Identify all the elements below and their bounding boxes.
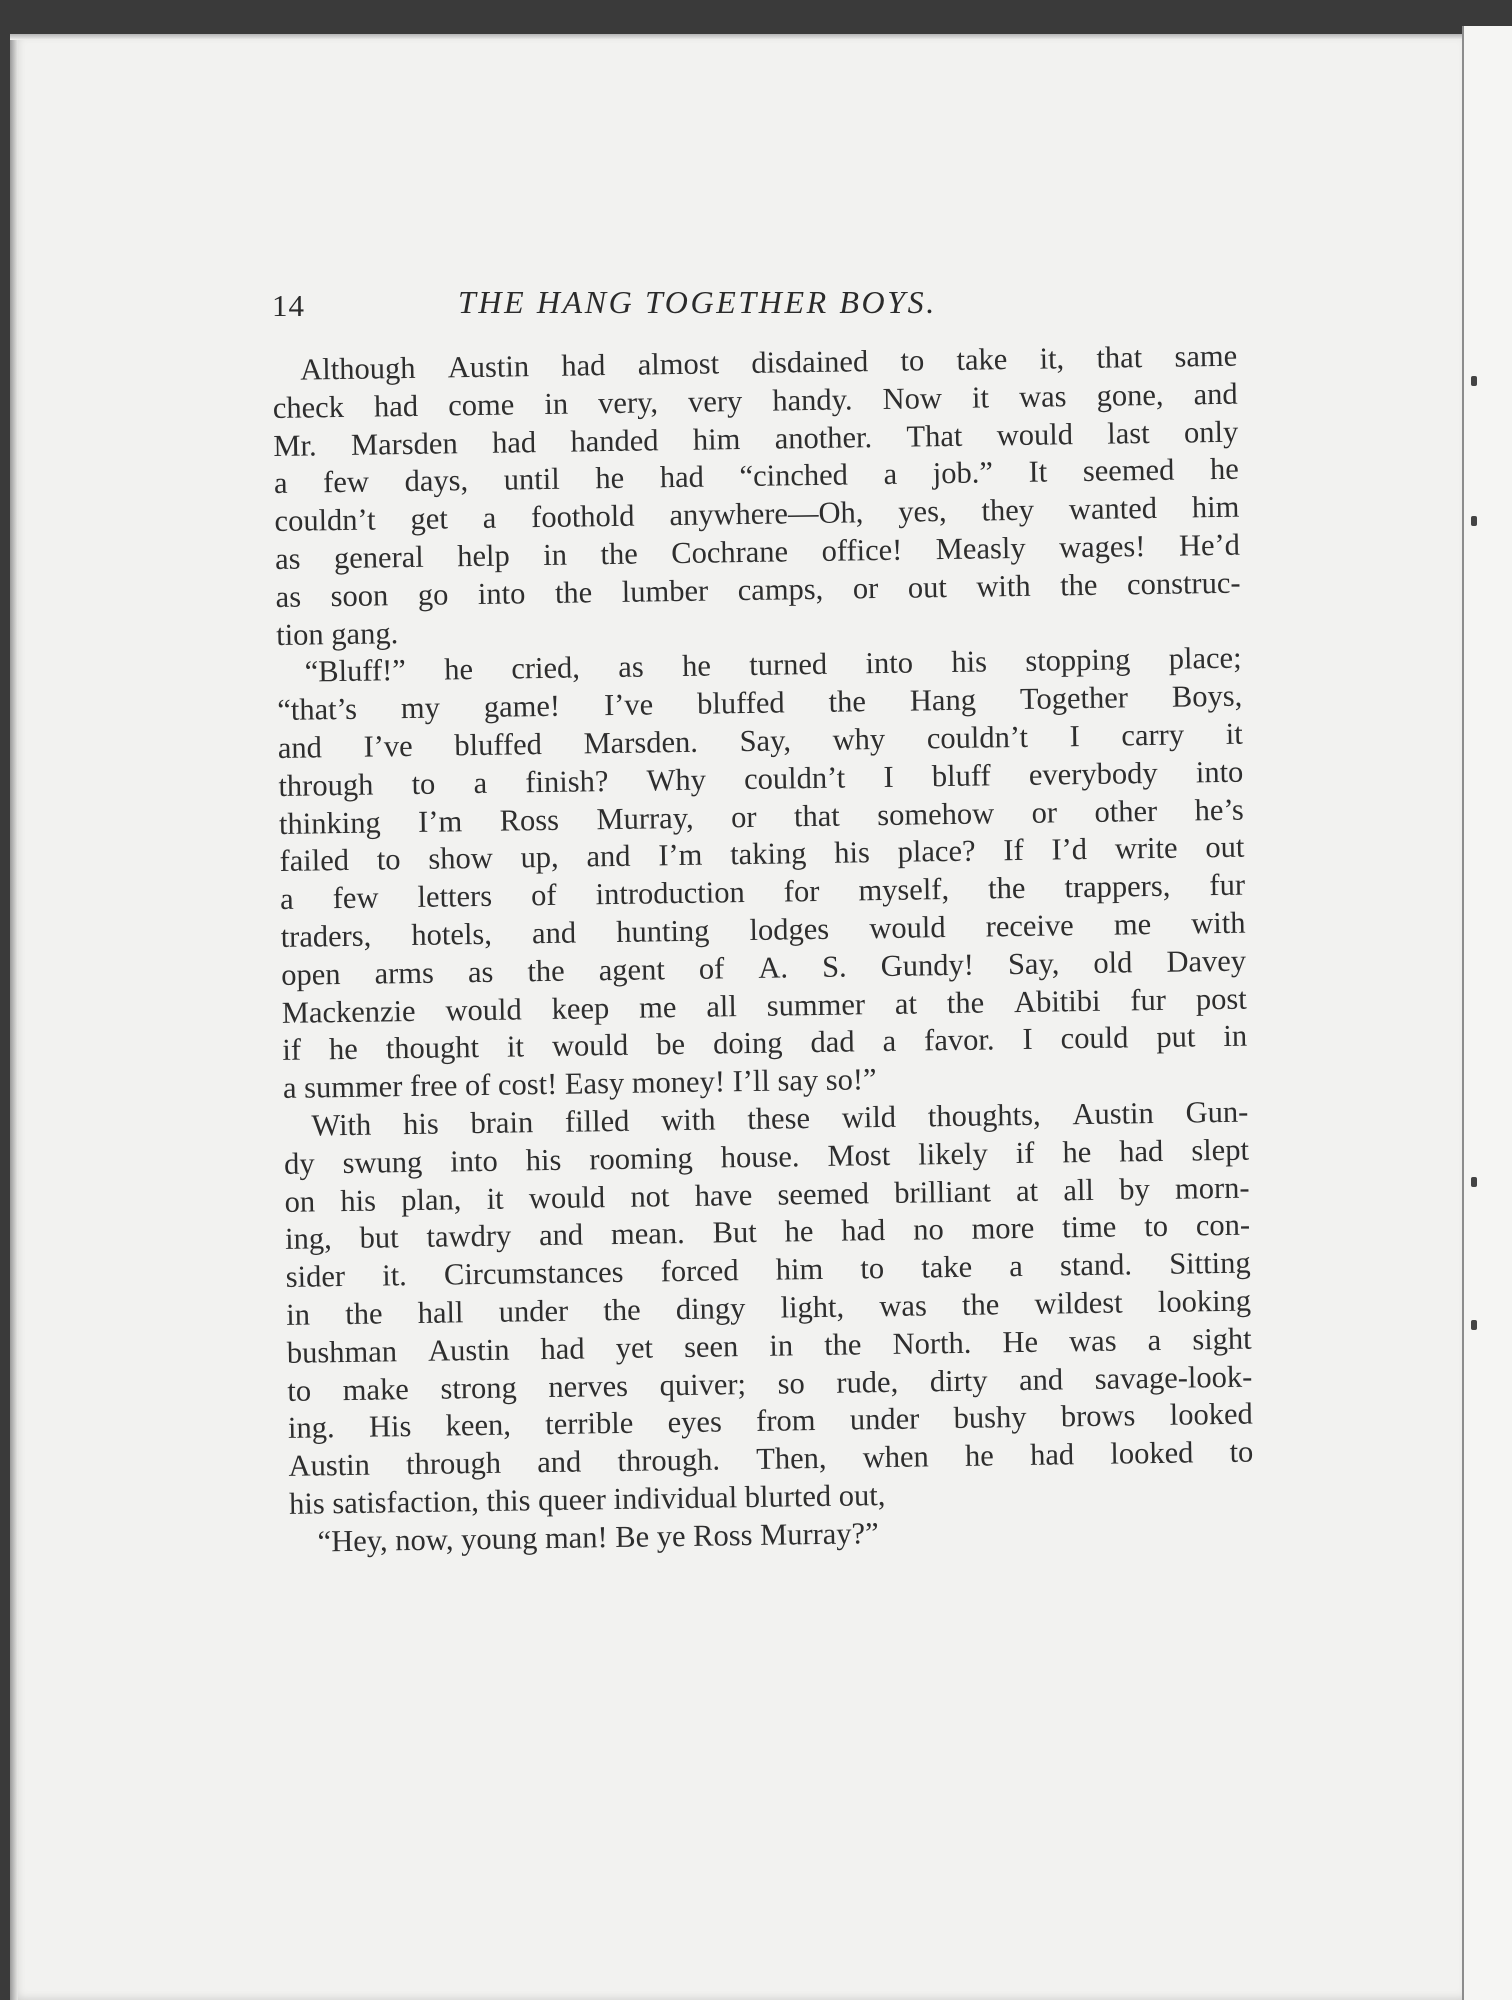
text-line: to make strong nerves quiver; so rude, dirty and savage-look- (287, 1359, 1253, 1408)
text-line: a summer free of cost! Easy money! I’ll say so!” (282, 1062, 877, 1106)
text-line: thinking I’m Ross Murray, or that somehow or other he’s (278, 792, 1245, 841)
text-line: ing, but tawdry and mean. But he had no more time to con- (284, 1207, 1251, 1257)
binding-mark (1471, 1177, 1477, 1187)
text-line: Although Austin had almost disdained to take it, that same (300, 338, 1238, 387)
text-line: tion gang. (275, 615, 399, 652)
binding-mark (1471, 376, 1477, 386)
text-line: as general help in the Cochrane office! Measly wages! He’d (274, 527, 1241, 576)
text-line: “Bluff!” he cried, as he turned into his stopping place; (304, 641, 1242, 689)
text-line: sider it. Circumstances forced him to take a stand. Sitting (285, 1245, 1251, 1295)
text-line: as soon go into the lumber camps, or out with the construc- (275, 565, 1241, 614)
body-text (272, 338, 1255, 1562)
text-line: a few days, until he had “cinched a job.” It seemed he (273, 452, 1240, 501)
page-header (272, 284, 1032, 328)
text-line: “Hey, now, young man! Be ye Ross Murray?” (317, 1515, 879, 1559)
text-line: ing. His keen, terrible eyes from under bushy brows looked (287, 1396, 1254, 1446)
running-title: THE HANG TOGETHER BOYS. (458, 284, 937, 320)
text-line: his satisfaction, this queer individual blurted out, (288, 1477, 886, 1521)
page-top-shadow (10, 34, 1462, 40)
text-line: and I’ve bluffed Marsden. Say, why couldn’t I carry it (277, 716, 1243, 765)
text-line: failed to show up, and I’m taking his place? If I’d write out (279, 829, 1245, 879)
text-line: if he thought it would be doing dad a favor. I could put in (282, 1018, 1248, 1068)
text-line: a few letters of introduction for myself, the trappers, fur (279, 867, 1246, 917)
text-line: “that’s my game! I’ve bluffed the Hang Together Boys, (277, 678, 1243, 728)
text-line: in the hall under the dingy light, was the wildest looking (286, 1283, 1252, 1332)
text-line: dy swung into his rooming house. Most likely if he had slept (283, 1132, 1250, 1181)
text-line: open arms as the agent of A. S. Gundy! Say, old Davey (280, 943, 1247, 992)
text-line: Mr. Marsden had handed him another. That would last only (273, 414, 1239, 463)
text-line: bushman Austin had yet seen in the North. He was a sight (286, 1321, 1252, 1370)
page-edge (10, 34, 18, 2000)
text-line: Mackenzie would keep me all summer at the Abitibi fur post (281, 981, 1247, 1030)
text-line: With his brain filled with these wild thoughts, Austin Gun- (311, 1094, 1249, 1143)
text-line: on his plan, it would not have seemed brilliant at all by morn- (284, 1170, 1250, 1219)
text-line: Austin through and through. Then, when he had looked to (288, 1434, 1254, 1483)
text-line: couldn’t get a foothold anywhere—Oh, yes, they wanted him (274, 489, 1240, 539)
binding-mark (1471, 1320, 1477, 1330)
text-line: check had come in very, very handy. Now it was gone, and (272, 376, 1238, 425)
text-line: traders, hotels, and hunting lodges would receive me with (280, 905, 1246, 954)
text-line: through to a finish? Why couldn’t I bluff everybody into (278, 754, 1244, 803)
binding-mark (1471, 516, 1477, 526)
binding-margin (1462, 26, 1512, 2000)
page-number: 14 (272, 288, 305, 323)
